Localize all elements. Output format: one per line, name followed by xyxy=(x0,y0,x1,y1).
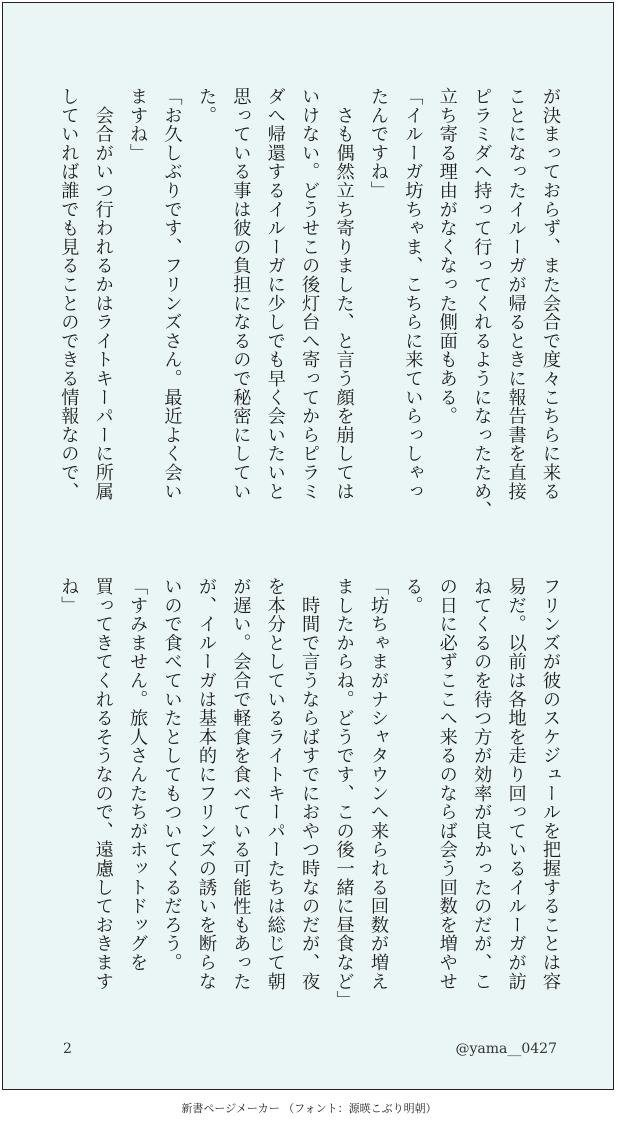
page-number: 2 xyxy=(63,1041,72,1057)
lower-text-block: フリンズが彼のスケジュールを把握することは容 易だ。以前は各地を走り回っているイルーガが訪 ねてくるのを待つ方が効率が良かったのだが、こ の日に必ずここへ来るのならば会う回数を増やせ る。 「坊ちゃまがナシャタウンへ来られる回数が増え ましたからね。どうです、この後一緒に昼食など」 時間で言うならばすでにおやつ時なのだが、夜 を本分としているライトキーパーたちは総じて朝 が遅い。会合で軽食を食べている可能性もあった が、イルーガは基本的にフリンズの誘いを断らな いので食べていたとしてもついてくるだろう。 「すみません。旅人さんたちがホットドッグを 買ってきてくれるそうなので、遠慮しておきます ね」 xyxy=(58,577,561,1010)
author-handle: @yama__0427 xyxy=(455,1041,557,1057)
generator-credit: 新書ページメーカー （フォント：源暎こぶり明朝） xyxy=(181,1102,437,1115)
book-page xyxy=(2,2,614,1090)
upper-text-block: が決まっておらず、また会合で度々こちらに来る ことになったイルーガが帰るときに報告書を直接 ピラミダへ持って行ってくれるようになったため、 立ち寄る理由がなくなった側面もある。 「イルーガ坊ちゃま、こちらに来ていらっしゃっ たんですね」 さも偶然立ち寄りました、と言う顔を崩しては いけない。どうせこの後灯台へ寄ってからピラミ ダへ帰還するイルーガに少しでも早く会いたいと 思っている事は彼の負担になるので秘密にしてい た。 「お久しぶりです、フリンズさん。最近よく会い ますね」 会合がいつ行われるかはライトキーパーに所属 していれば誰でも見ることのできる情報なので、 xyxy=(58,87,561,520)
text-columns xyxy=(57,87,567,1017)
